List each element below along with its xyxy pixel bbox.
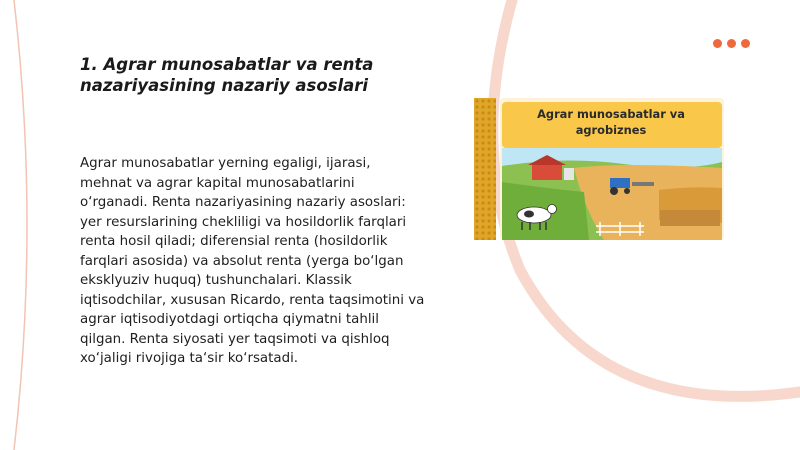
left-edge-arc — [14, 0, 27, 450]
produce-crates — [660, 210, 720, 226]
grain-strip — [474, 98, 496, 240]
tractor — [610, 178, 630, 188]
slide-body-text: Agrar munosabatlar yerning egaligi, ijarasi, mehnat va agrar kapital munosabatlarini o‘rganadi. Renta nazariyasining nazariy asoslari: yer resurslarining chekliligi va hosildorlik farqlari renta hosil qiladi; diferensial renta (hosildorlik farqlari asosida) va absolut renta (yerga bo‘lgan eksklyuziv huquq) tushunchalari. Klassik iqtisodchilar, xususan Ricardo, renta taqsimotini va agrar iqtisodiyotdagi ortiqcha qiymatni tahlil qilgan. Renta siyosati yer taqsimoti va qishloq xo‘jaligi rivojiga ta‘sir ko‘rsatadi. — [80, 156, 425, 366]
cow — [517, 207, 551, 223]
slide-title: 1. Agrar munosabatlar va renta nazariyasining nazariy asoslari — [80, 55, 374, 95]
image-caption: Agrar munosabatlar va agrobiznes — [537, 107, 685, 137]
dot-icon — [741, 39, 750, 48]
dot-icon — [727, 39, 736, 48]
dot-icon — [713, 39, 722, 48]
decorative-dots — [713, 39, 750, 48]
barn — [532, 164, 562, 180]
